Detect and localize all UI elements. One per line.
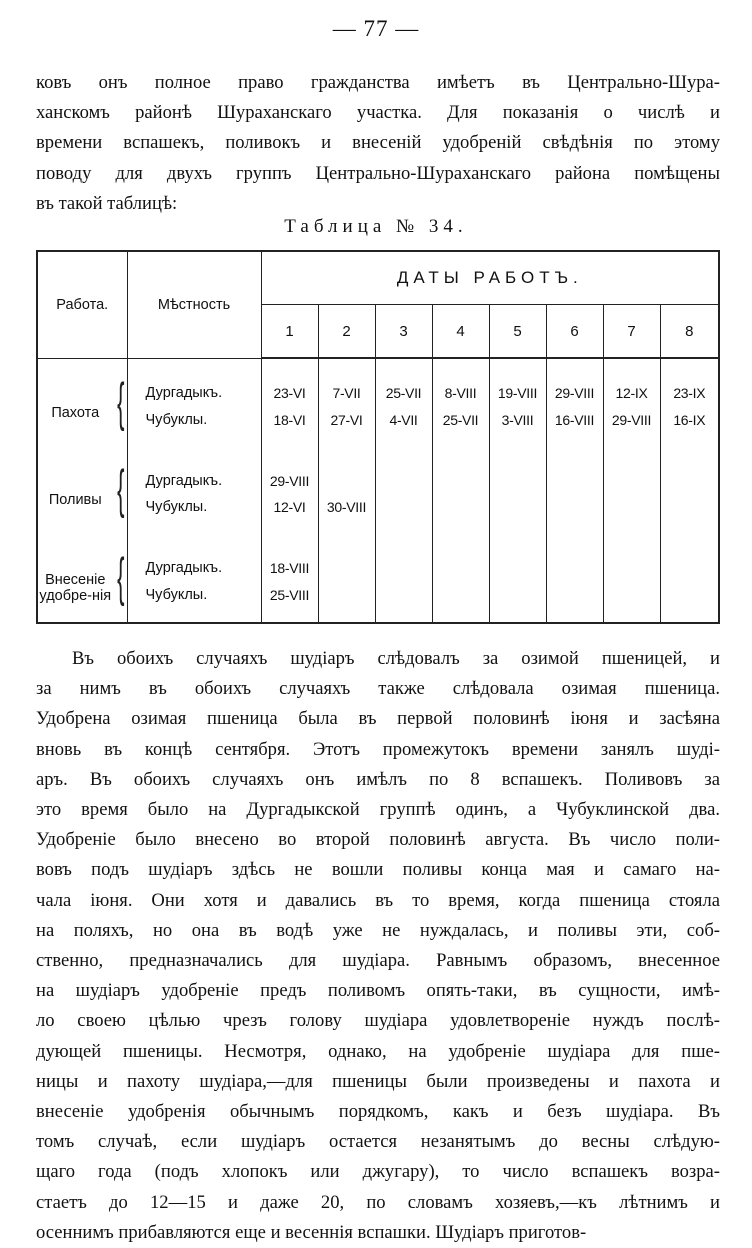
text-line: это время было на Дургадыкской группѣ одинъ, а Чубуклинской два. xyxy=(36,799,720,821)
date-cell: 18-VIII xyxy=(261,534,318,582)
date-cell xyxy=(546,534,603,582)
date-cell xyxy=(546,582,603,623)
date-cell xyxy=(318,447,375,495)
text-line: Въ обоихъ случаяхъ шудіаръ слѣдовалъ за озимой пшеницей, и xyxy=(72,648,720,669)
date-cell xyxy=(660,582,719,623)
date-cell: 23-IX xyxy=(660,358,719,407)
date-cell xyxy=(546,494,603,534)
dates-header: ДАТЫ РАБОТЪ. xyxy=(261,251,719,305)
brace-icon: { xyxy=(117,459,125,520)
date-cell xyxy=(432,582,489,623)
table-row xyxy=(37,494,719,534)
place-cell: Дургадыкъ. xyxy=(127,358,261,407)
text-line: за нимъ въ обоихъ случаяхъ также слѣдовала озимая пшеница. xyxy=(36,678,720,700)
date-cell: 8-VIII xyxy=(432,358,489,407)
work-type-cell xyxy=(37,358,127,447)
work-type-cell xyxy=(37,534,127,623)
date-cell: 29-VIII xyxy=(546,358,603,407)
date-cell xyxy=(318,534,375,582)
date-column-number: 1 xyxy=(261,305,318,359)
date-column-number: 6 xyxy=(546,305,603,359)
table-row xyxy=(37,534,719,582)
text-line: осеннимъ прибавляются еще и весеннія вспашки. Шудіаръ приготов- xyxy=(36,1221,587,1243)
date-cell: 16-VIII xyxy=(546,407,603,447)
place-cell: Чубуклы. xyxy=(127,582,261,623)
date-cell xyxy=(660,494,719,534)
date-column-number: 2 xyxy=(318,305,375,359)
table-row xyxy=(37,358,719,407)
date-cell xyxy=(375,534,432,582)
date-cell: 23-VI xyxy=(261,358,318,407)
text-line: щаго года (подъ хлопокъ или джугару), то число вспашекъ возра- xyxy=(36,1161,720,1183)
date-cell: 27-VI xyxy=(318,407,375,447)
text-line: на поляхъ, но она въ водѣ уже не нуждалась, и поливы эти, соб- xyxy=(36,919,720,941)
text-line: ло своею цѣлью чрезъ голову шудіара удовлетвореніе нуждъ послѣ- xyxy=(36,1010,720,1032)
text-line: въ такой таблицѣ: xyxy=(36,192,178,214)
date-cell: 12-VI xyxy=(261,494,318,534)
place-cell: Чубуклы. xyxy=(127,407,261,447)
text-line: аръ. Въ обоихъ случаяхъ онъ имѣлъ по 8 вспашекъ. Поливовъ за xyxy=(36,768,720,790)
place-cell: Чубуклы. xyxy=(127,494,261,534)
table-row xyxy=(37,447,719,495)
date-column-number: 4 xyxy=(432,305,489,359)
date-column-number: 8 xyxy=(660,305,719,359)
date-cell xyxy=(432,494,489,534)
date-cell: 7-VII xyxy=(318,358,375,407)
date-cell: 30-VIII xyxy=(318,494,375,534)
date-cell: 29-VIII xyxy=(603,407,660,447)
text-line: ственно, предназначались для шудіара. Равнымъ образомъ, внесенное xyxy=(36,950,720,972)
date-cell: 25-VII xyxy=(375,358,432,407)
date-cell xyxy=(603,534,660,582)
place-cell: Дургадыкъ. xyxy=(127,534,261,582)
text-line: вовъ подъ шудіаръ здѣсь не вошли поливы конца мая и самаго на- xyxy=(36,859,720,881)
text-line: внесеніе удобренія обычнымъ порядкомъ, какъ и безъ шудіара. Въ xyxy=(36,1101,720,1123)
text-line: ницы и пахоту шудіара,—для пшеницы были произведены и пахота и xyxy=(36,1070,720,1092)
date-cell: 25-VIII xyxy=(261,582,318,623)
date-cell xyxy=(603,494,660,534)
text-line: дующей пшеницы. Несмотря, однако, на удобреніе шудіара для пше- xyxy=(36,1040,720,1062)
work-type-label: Пахота xyxy=(51,404,100,421)
date-cell xyxy=(489,534,546,582)
date-cell xyxy=(432,447,489,495)
text-line: чала іюня. Они хотя и давались въ то время, когда пшеница стояла xyxy=(36,889,720,911)
date-cell xyxy=(489,582,546,623)
body-paragraph xyxy=(36,644,720,1248)
date-cell xyxy=(660,534,719,582)
text-line: Удобреніе было внесено во второй половинѣ августа. Въ число поли- xyxy=(36,829,720,851)
date-cell: 25-VII xyxy=(432,407,489,447)
date-cell xyxy=(489,494,546,534)
text-line: томъ случаѣ, если шудіаръ остается незанятымъ до весны слѣдую- xyxy=(36,1131,720,1153)
place-cell: Дургадыкъ. xyxy=(127,447,261,495)
table-row xyxy=(37,582,719,623)
text-line: поводу для двухъ группъ Центрально-Шураханскаго района помѣщены xyxy=(36,162,720,184)
work-type-label: Поливы xyxy=(48,492,102,509)
date-column-number: 5 xyxy=(489,305,546,359)
works-dates-table xyxy=(36,250,720,624)
date-cell xyxy=(375,447,432,495)
date-cell xyxy=(375,582,432,623)
text-line: ковъ онъ полное право гражданства имѣетъ въ Центрально-Шура- xyxy=(36,72,720,93)
date-cell xyxy=(375,494,432,534)
date-column-number: 3 xyxy=(375,305,432,359)
table-row xyxy=(37,407,719,447)
date-cell: 3-VIII xyxy=(489,407,546,447)
text-line: вновь въ концѣ сентября. Этотъ промежутокъ времени занялъ шуді- xyxy=(36,738,720,760)
brace-icon: { xyxy=(117,546,125,607)
date-cell xyxy=(432,534,489,582)
text-line: на шудіаръ удобреніе предъ поливомъ опять-таки, въ сущности, имѣ- xyxy=(36,980,720,1002)
date-cell xyxy=(546,447,603,495)
date-cell: 19-VIII xyxy=(489,358,546,407)
text-line: ханскомъ районѣ Шураханскаго участка. Для показанія о числѣ и xyxy=(36,102,720,124)
table-caption: Таблица № 34. xyxy=(284,216,468,237)
brace-icon: { xyxy=(117,371,125,432)
date-cell: 18-VI xyxy=(261,407,318,447)
date-column-number: 7 xyxy=(603,305,660,359)
text-line: времени вспашекъ, поливокъ и внесеній удобреній свѣдѣнія по этому xyxy=(36,132,720,154)
date-cell xyxy=(489,447,546,495)
date-cell: 4-VII xyxy=(375,407,432,447)
intro-paragraph xyxy=(36,68,720,219)
page-number: — 77 — xyxy=(332,16,420,41)
date-cell: 29-VIII xyxy=(261,447,318,495)
date-cell xyxy=(603,447,660,495)
text-line: стаетъ до 12—15 и даже 20, по словамъ хозяевъ,—къ лѣтнимъ и xyxy=(36,1191,720,1213)
place-column-header: Мѣстность xyxy=(127,251,261,358)
text-line: Удобрена озимая пшеница была въ первой половинѣ іюня и засѣяна xyxy=(36,708,720,730)
work-type-label: Внесеніе удобре-нія xyxy=(39,572,112,605)
work-column-header: Работа. xyxy=(37,251,127,358)
date-cell xyxy=(603,582,660,623)
date-cell: 12-IX xyxy=(603,358,660,407)
date-cell: 16-IX xyxy=(660,407,719,447)
date-cell xyxy=(660,447,719,495)
work-type-cell xyxy=(37,447,127,534)
date-cell xyxy=(318,582,375,623)
